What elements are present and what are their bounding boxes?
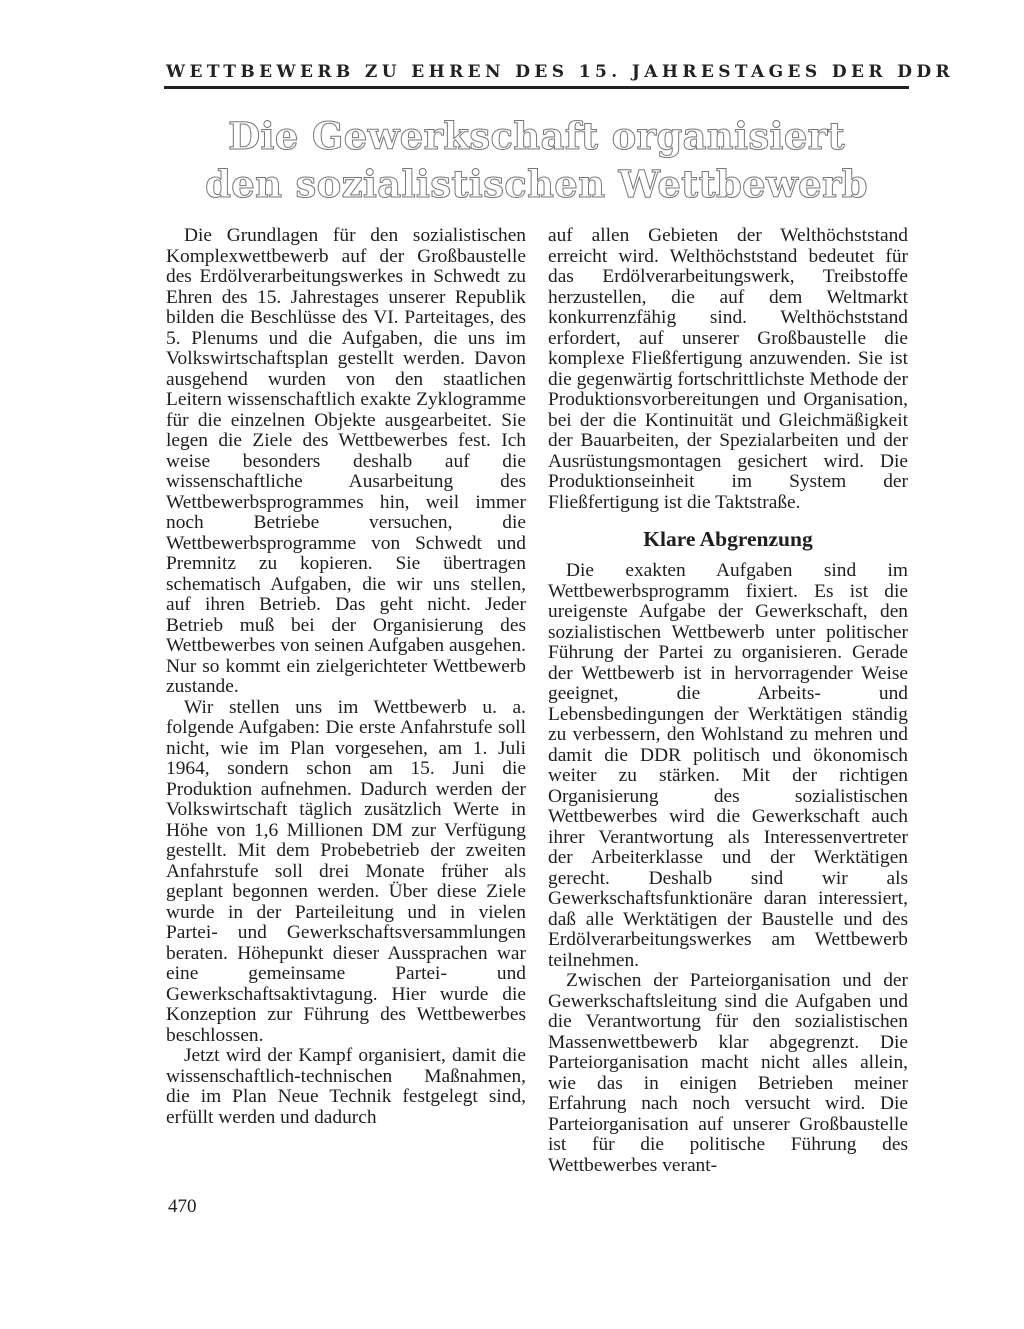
paragraph: Die exakten Aufgaben sind im Wettbewerbsprogramm fixiert. Es ist die ureigenste Aufgabe der Gewerkschaft, den sozialistischen Wettbewerb unter politischer Führung der Partei zu organisieren. Gerade der Wettbewerb ist in hervorragender Weise geeignet, die Arbeits- und Lebensbedingungen der Werktätigen ständig zu verbessern, den Wohlstand zu mehren und damit die DDR politisch und ökonomisch weiter zu stärken. Mit der richtigen Organisierung des sozialistischen Wettbewerbes wird die Gewerkschaft auch ihrer Verantwortung als Interessenvertreter der Arbeiterklasse und der Werktätigen gerecht. Deshalb sind wir als Gewerkschaftsfunktionäre daran interessiert, daß alle Werktätigen der Baustelle und des Erdölverarbeitungswerkes am Wettbewerb teilnehmen. — [548, 560, 908, 971]
subheading: Klare Abgrenzung — [643, 527, 813, 551]
article-title-line-1: Die Gewerkschaft organisiert — [228, 114, 845, 158]
paragraph: Jetzt wird der Kampf organisiert, damit die wissenschaftlich-technischen Maßnahmen, die im Plan Neue Technik festgelegt sind, erfüllt werden und dadurch — [166, 1045, 526, 1128]
paragraph-continued: auf allen Gebieten der Welthöchststand erreicht wird. Welthöchststand bedeutet für das Erdölverarbeitungswerk, Treibstoffe herzustellen, die auf dem Weltmarkt konkurrenzfähig sind. Welthöchststand erfordert, auf unserer Großbaustelle die komplexe Fließfertigung anzuwenden. Sie ist die gegenwärtig fortschrittlichste Methode der Produktionsvorbereitungen und Organisation, bei der die Kontinuität und Gleichmäßigkeit der Bauarbeiten, der Spezialarbeiten und der Ausrüstungsmontagen gesichert wird. Die Produktionseinheit im System der Fließfertigung ist die Taktstraße. — [548, 225, 908, 513]
header-rule — [164, 86, 909, 89]
left-column — [166, 226, 526, 1128]
paragraph: Zwischen der Parteiorganisation und der Gewerkschaftsleitung sind die Aufgaben und die Verantwortung für den sozialistischen Massenwettbewerb klar abgegrenzt. Die Parteiorganisation macht nicht alles allein, wie das in einigen Betrieben meiner Erfahrung nach noch versucht wird. Die Parteiorganisation auf unserer Großbaustelle ist für die politische Führung des Wettbewerbes verant- — [548, 970, 908, 1176]
article-title-line-2: den sozialistischen Wettbewerb — [205, 162, 868, 206]
running-header: WETTBEWERB ZU EHREN DES 15. JAHRESTAGES DER DDR — [166, 62, 955, 82]
page-number: 470 — [168, 1196, 197, 1217]
article-title — [164, 112, 909, 208]
paragraph: Die Grundlagen für den sozialistischen Komplexwettbewerb auf der Großbaustelle des Erdölverarbeitungswerkes in Schwedt zu Ehren des 15. Jahrestages unserer Republik bilden die Beschlüsse des VI. Parteitages, des 5. Plenums und die Aufgaben, die uns im Volkswirtschaftsplan gestellt werden. Davon ausgehend wurden von den staatlichen Leitern wissenschaftlich exakte Zyklogramme für die einzelnen Objekte ausgearbeitet. Sie legen die Ziele des Wettbewerbes fest. Ich weise besonders deshalb auf die wissenschaftliche Ausarbeitung des Wettbewerbsprogrammes hin, weil immer noch Betriebe versuchen, die Wettbewerbsprogramme von Schwedt und Premnitz zu kopieren. Sie übertragen schematisch Aufgaben, die wir uns stellen, auf ihren Betrieb. Das geht nicht. Jeder Betrieb muß bei der Organisierung des Wettbewerbes von seinen Aufgaben ausgehen. Nur so kommt ein zielgerichteter Wettbewerb zustande. — [166, 225, 526, 697]
paragraph: Wir stellen uns im Wettbewerb u. a. folgende Aufgaben: Die erste Anfahrstufe soll nicht, wie im Plan vorgesehen, am 1. Juli 1964, sondern schon am 15. Juni die Produktion aufnehmen. Dadurch werden der Volkswirtschaft täglich zusätzlich Werte in Höhe von 1,6 Millionen DM zur Verfügung gestellt. Mit dem Probebetrieb der zweiten Anfahrstufe soll drei Monate früher als geplant begonnen werden. Über diese Ziele wurde in der Parteileitung und in vielen Partei- und Gewerkschaftsversammlungen beraten. Höhepunkt dieser Aussprachen war eine gemeinsame Partei- und Gewerkschaftsaktivtagung. Hier wurde die Konzeption zur Führung des Wettbewerbes beschlossen. — [166, 696, 526, 1046]
right-column — [548, 226, 908, 1176]
